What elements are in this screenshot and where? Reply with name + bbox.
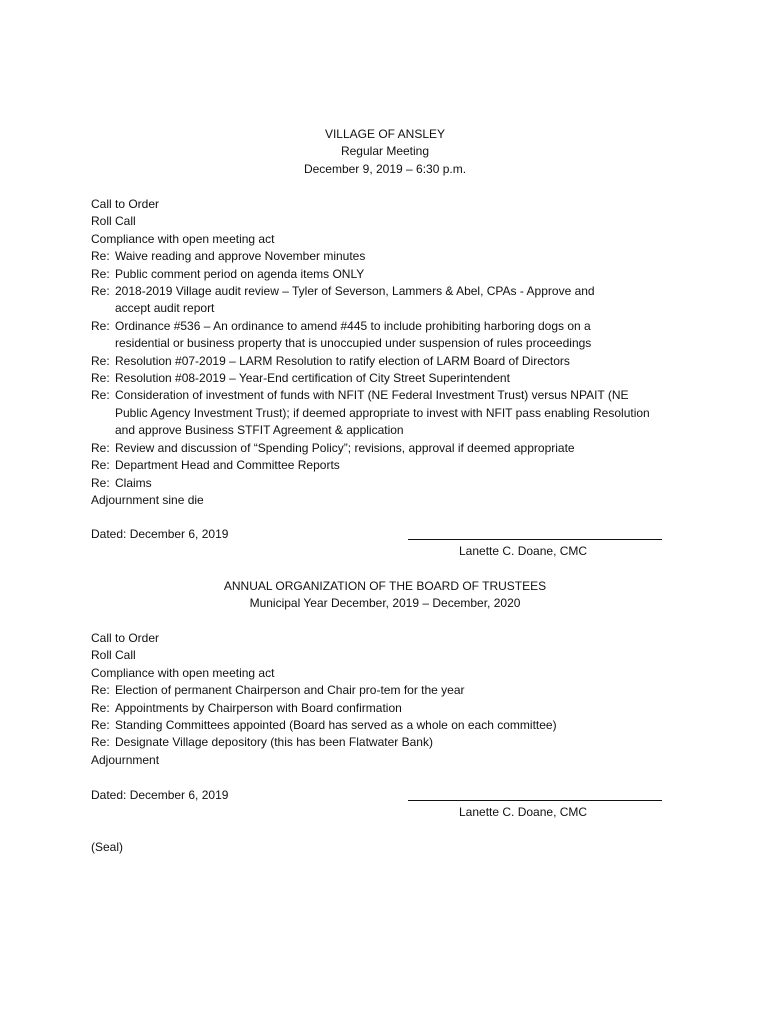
agenda-item-text: Waive reading and approve November minutes (115, 249, 366, 264)
annual-organization-header (0, 578, 770, 613)
agenda-item (91, 248, 655, 265)
agenda-item (91, 318, 655, 353)
signature-name: Lanette C. Doane, CMC (459, 544, 588, 558)
regular-meeting-agenda (91, 196, 655, 509)
agenda-item-text: Appointments by Chairperson with Board confirmation (115, 700, 402, 715)
annual-organization-agenda (91, 630, 655, 769)
agenda-opening-item: Compliance with open meeting act (91, 665, 275, 680)
re-label: Re: (91, 284, 110, 299)
re-label: Re: (91, 249, 110, 264)
agenda-item (91, 682, 655, 699)
agenda-item-text: Resolution #07-2019 – LARM Resolution to ratify election of LARM Board of Directors (115, 353, 570, 368)
re-label: Re: (91, 388, 110, 403)
re-label: Re: (91, 266, 110, 281)
meeting-header (0, 126, 770, 178)
annual-organization-title: ANNUAL ORGANIZATION OF THE BOARD OF TRUSTEES (223, 579, 547, 593)
agenda-item-text: Designate Village depository (this has been Flatwater Bank) (115, 735, 433, 750)
re-label: Re: (91, 700, 110, 715)
agenda-opening-item: Roll Call (91, 214, 136, 229)
re-label: Re: (91, 371, 110, 386)
agenda-opening-item: Roll Call (91, 648, 136, 663)
agenda-item-text: Standing Committees appointed (Board has served as a whole on each committee) (115, 718, 557, 733)
signature-line (408, 800, 662, 801)
re-label: Re: (91, 475, 110, 490)
agenda-item (91, 440, 655, 457)
signature-name: Lanette C. Doane, CMC (459, 805, 588, 819)
agenda-item-text: Review and discussion of “Spending Policy”; revisions, approval if deemed appropriate (115, 440, 575, 455)
agenda-closing-item: Adjournment sine die (91, 492, 204, 507)
re-label: Re: (91, 683, 110, 698)
agenda-item-text: 2018-2019 Village audit review – Tyler of Severson, Lammers & Abel, CPAs - Approve and accept audit report (115, 284, 595, 316)
meeting-type: Regular Meeting (340, 144, 430, 159)
agenda-opening-item: Call to Order (91, 631, 160, 645)
agenda-item (91, 700, 655, 717)
agenda-item (91, 457, 655, 474)
re-label: Re: (91, 440, 110, 455)
agenda-closing-item: Adjournment (91, 752, 160, 767)
re-label: Re: (91, 353, 110, 368)
agenda-item-text: Election of permanent Chairperson and Chair pro-tem for the year (115, 683, 465, 698)
village-name: VILLAGE OF ANSLEY (324, 127, 446, 141)
agenda-item (91, 353, 655, 370)
agenda-item (91, 475, 655, 492)
agenda-item (91, 387, 655, 439)
re-label: Re: (91, 318, 110, 333)
agenda-opening-item: Compliance with open meeting act (91, 231, 275, 246)
agenda-item (91, 734, 655, 751)
agenda-item-text: Claims (115, 475, 152, 490)
dated-line: Dated: December 6, 2019 (91, 788, 229, 802)
agenda-item (91, 283, 655, 318)
agenda-item-text: Ordinance #536 – An ordinance to amend #445 to include prohibiting harboring dogs on a residential or business property that is unoccupied under suspension of rules proceedings (115, 318, 592, 351)
agenda-item-text: Public comment period on agenda items ONLY (115, 266, 365, 281)
municipal-year: Municipal Year December, 2019 – December, 2020 (249, 596, 521, 611)
agenda-opening-item: Call to Order (91, 197, 160, 211)
agenda-item-text: Resolution #08-2019 – Year-End certification of City Street Superintendent (115, 371, 510, 386)
seal-label: (Seal) (91, 840, 124, 854)
meeting-date-time: December 9, 2019 – 6:30 p.m. (303, 161, 467, 176)
dated-line: Dated: December 6, 2019 (91, 527, 229, 541)
signature-line (408, 539, 662, 540)
re-label: Re: (91, 718, 110, 733)
agenda-item-text: Consideration of investment of funds with NFIT (NE Federal Investment Trust) versus NPAIT (NE Public Agency Investment Trust); if deemed appropriate to invest with NFIT pass enabling Resolution and approve Business STFIT Agreement & application (115, 388, 650, 438)
agenda-item (91, 266, 655, 283)
agenda-item (91, 370, 655, 387)
agenda-item (91, 717, 655, 734)
agenda-item-text: Department Head and Committee Reports (115, 458, 340, 473)
re-label: Re: (91, 735, 110, 750)
re-label: Re: (91, 458, 110, 473)
